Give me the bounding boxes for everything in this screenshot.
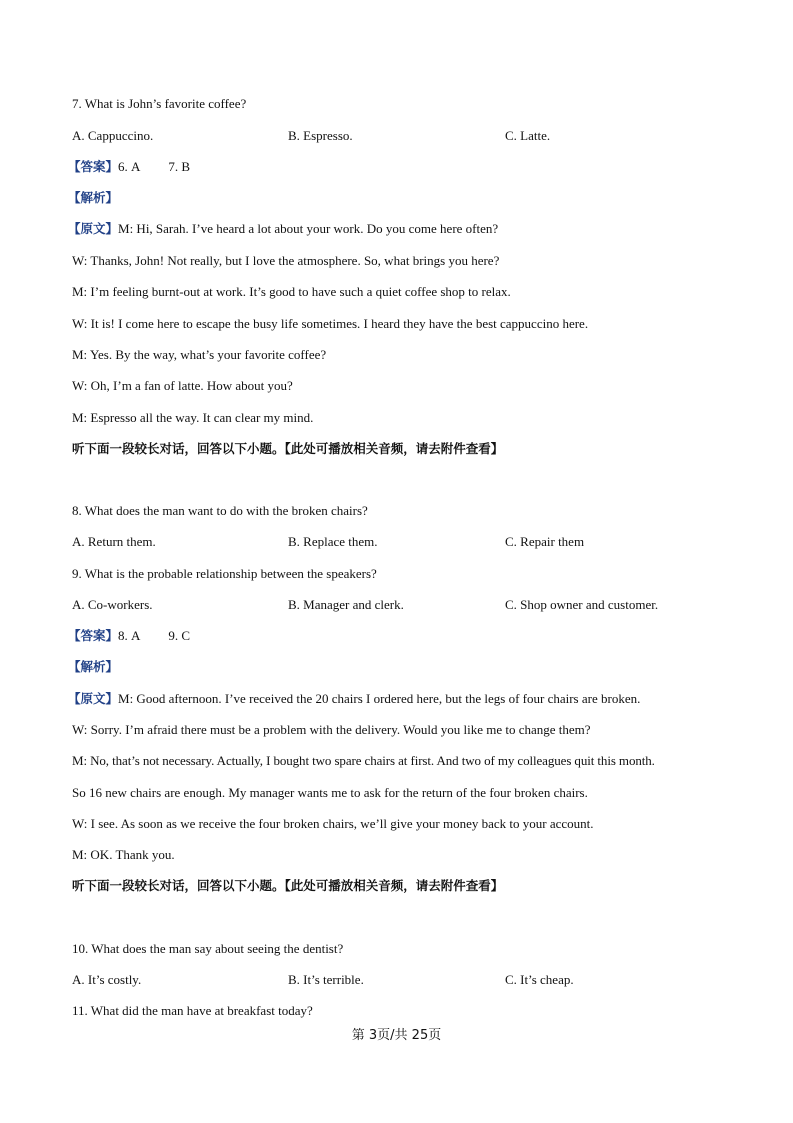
analysis-tag-2: 【解析】 xyxy=(68,659,119,674)
q9-option-c: C. Shop owner and customer. xyxy=(505,597,659,612)
question-7: 7. What is John’s favorite coffee? xyxy=(72,96,247,111)
script-1-line-4: W: It is! I come here to escape the busy life sometimes. I heard they have the best cappuccino here. xyxy=(72,316,589,331)
q8-option-a: A. Return them. xyxy=(72,534,156,549)
question-8: 8. What does the man want to do with the broken chairs? xyxy=(72,503,368,518)
script-2-line-4: So 16 new chairs are enough. My manager wants me to ask for the return of the four broken chairs. xyxy=(72,785,588,800)
q7-option-c: C. Latte. xyxy=(505,128,551,143)
script-1-line-6: W: Oh, I’m a fan of latte. How about you? xyxy=(72,378,293,393)
question-9: 9. What is the probable relationship between the speakers? xyxy=(72,566,377,581)
script-tag: 【原文】 xyxy=(68,691,119,706)
answer-6: 6. A xyxy=(118,159,141,174)
q10-option-a: A. It’s costly. xyxy=(72,972,142,987)
listening-instruction-2: 听下面一段较长对话，回答以下小题。【此处可播放相关音频，请去附件查看】 xyxy=(72,878,504,893)
script-1-line-1: 【原文】M: Hi, Sarah. I’ve heard a lot about your work. Do you come here often? xyxy=(68,221,499,236)
q10-option-b: B. It’s terrible. xyxy=(288,972,364,987)
q9-option-b: B. Manager and clerk. xyxy=(288,597,404,612)
script-2-line-2: W: Sorry. I’m afraid there must be a problem with the delivery. Would you like me to change them? xyxy=(72,722,591,737)
script-1-line-5: M: Yes. By the way, what’s your favorite coffee? xyxy=(72,347,327,362)
q7-option-b: B. Espresso. xyxy=(288,128,353,143)
script-2-line-5: W: I see. As soon as we receive the four broken chairs, we’ll give your money back to your account. xyxy=(72,816,594,831)
answer-9: 9. C xyxy=(168,628,191,643)
script-1-line-7: M: Espresso all the way. It can clear my mind. xyxy=(72,410,314,425)
script-2-line-6: M: OK. Thank you. xyxy=(72,847,175,862)
answer-tag: 【答案】 xyxy=(68,159,119,174)
question-11: 11. What did the man have at breakfast today? xyxy=(72,1003,313,1018)
answer-8: 8. A xyxy=(118,628,141,643)
script-1-line-3: M: I’m feeling burnt-out at work. It’s good to have such a quiet coffee shop to relax. xyxy=(72,284,511,299)
answer-7: 7. B xyxy=(168,159,191,174)
script-1-line-2: W: Thanks, John! Not really, but I love the atmosphere. So, what brings you here? xyxy=(72,253,500,268)
q8-option-c: C. Repair them xyxy=(505,534,585,549)
page-number-footer: 第 3页/共 25页 xyxy=(351,1028,442,1043)
answer-block-1 xyxy=(68,158,190,176)
listening-instruction-1: 听下面一段较长对话，回答以下小题。【此处可播放相关音频，请去附件查看】 xyxy=(72,441,504,456)
script-2-line-3: M: No, that’s not necessary. Actually, I bought two spare chairs at first. And two of my colleagues quit this month. xyxy=(72,753,655,768)
q10-option-c: C. It’s cheap. xyxy=(505,972,574,987)
q8-option-b: B. Replace them. xyxy=(288,534,378,549)
question-10: 10. What does the man say about seeing the dentist? xyxy=(72,941,344,956)
script-2-line-1: 【原文】M: Good afternoon. I’ve received the 20 chairs I ordered here, but the legs of four chairs are broken. xyxy=(68,691,641,706)
q7-option-a: A. Cappuccino. xyxy=(72,128,154,143)
q9-option-a: A. Co-workers. xyxy=(72,597,153,612)
answer-block-2 xyxy=(68,627,190,645)
analysis-tag-1: 【解析】 xyxy=(68,190,119,205)
answer-tag: 【答案】 xyxy=(68,628,119,643)
script-tag: 【原文】 xyxy=(68,221,119,236)
